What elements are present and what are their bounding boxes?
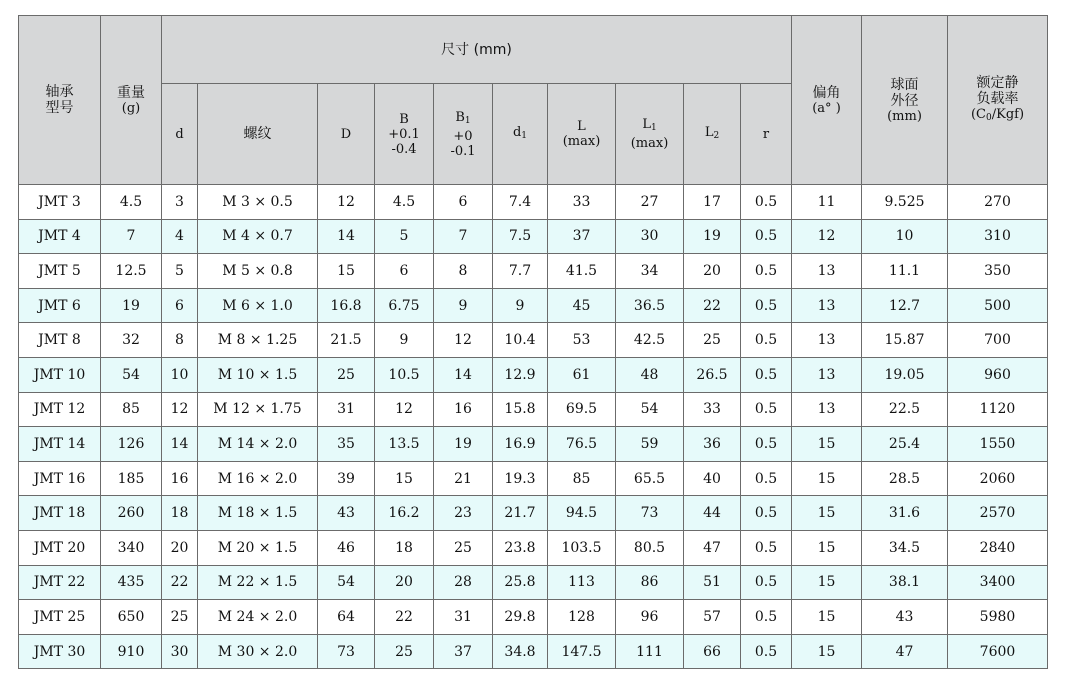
cell: 15 [792,634,862,669]
cell: 9 [493,288,548,323]
cell: 30 [616,219,684,254]
cell: 12 [318,185,375,220]
table-row [19,634,1048,669]
header-D: D [318,84,375,185]
cell: 16 [434,392,493,427]
cell: 10 [862,219,948,254]
cell: 185 [101,461,162,496]
cell: 7.4 [493,185,548,220]
cell: 15.8 [493,392,548,427]
cell: 32 [101,323,162,358]
table-row [19,185,1048,220]
header-ball-diameter: 球面 外径 (mm) [862,16,948,185]
cell: 12 [434,323,493,358]
cell: 0.5 [741,254,792,289]
cell: 500 [948,288,1048,323]
cell: 12.9 [493,357,548,392]
table-row [19,288,1048,323]
cell: 85 [101,392,162,427]
cell: 35 [318,427,375,462]
cell: JMT 25 [19,600,101,635]
cell: 4.5 [101,185,162,220]
cell: 43 [862,600,948,635]
cell: 0.5 [741,185,792,220]
cell: 21.5 [318,323,375,358]
cell: M 12 × 1.75 [198,392,318,427]
cell: 16.8 [318,288,375,323]
cell: 0.5 [741,219,792,254]
cell: 13 [792,288,862,323]
cell: 43 [318,496,375,531]
cell: 12.5 [101,254,162,289]
cell: 33 [684,392,741,427]
cell: 22 [375,600,434,635]
header-model: 轴承 型号 [19,16,101,185]
cell: JMT 10 [19,357,101,392]
cell: 19 [101,288,162,323]
cell: 0.5 [741,634,792,669]
header-r: r [741,84,792,185]
cell: JMT 16 [19,461,101,496]
cell: 31 [318,392,375,427]
cell: JMT 30 [19,634,101,669]
cell: 7.7 [493,254,548,289]
cell: 0.5 [741,392,792,427]
cell: 38.1 [862,565,948,600]
cell: 14 [318,219,375,254]
cell: 340 [101,530,162,565]
cell: 10.4 [493,323,548,358]
cell: 650 [101,600,162,635]
header-angle: 偏角 (a° ) [792,16,862,185]
cell: M 24 × 2.0 [198,600,318,635]
cell: 54 [616,392,684,427]
table-row [19,530,1048,565]
cell: 5980 [948,600,1048,635]
cell: 57 [684,600,741,635]
cell: 80.5 [616,530,684,565]
cell: 34.8 [493,634,548,669]
cell: 7 [434,219,493,254]
cell: 18 [375,530,434,565]
cell: 4.5 [375,185,434,220]
cell: 15 [792,600,862,635]
cell: 47 [684,530,741,565]
cell: 12 [162,392,198,427]
table-row [19,461,1048,496]
cell: JMT 8 [19,323,101,358]
cell: M 22 × 1.5 [198,565,318,600]
table-row [19,392,1048,427]
table-row [19,496,1048,531]
cell: M 5 × 0.8 [198,254,318,289]
cell: 7 [101,219,162,254]
cell: 10 [162,357,198,392]
cell: 13 [792,392,862,427]
header-d1: $d_1$ [493,84,548,185]
cell: 42.5 [616,323,684,358]
cell: 14 [434,357,493,392]
cell: 29.8 [493,600,548,635]
cell: M 6 × 1.0 [198,288,318,323]
cell: 700 [948,323,1048,358]
cell: JMT 20 [19,530,101,565]
header-weight: 重量 (g) [101,16,162,185]
cell: 12.7 [862,288,948,323]
header-L: L (max) [548,84,616,185]
cell: 3400 [948,565,1048,600]
cell: 103.5 [548,530,616,565]
cell: 15 [792,427,862,462]
cell: 147.5 [548,634,616,669]
cell: 86 [616,565,684,600]
cell: 6.75 [375,288,434,323]
cell: 13 [792,323,862,358]
cell: 25 [434,530,493,565]
cell: 44 [684,496,741,531]
header-B: B +0.1 -0.4 [375,84,434,185]
cell: M 20 × 1.5 [198,530,318,565]
cell: 61 [548,357,616,392]
cell: 26.5 [684,357,741,392]
cell: 21 [434,461,493,496]
table-row [19,254,1048,289]
cell: 37 [548,219,616,254]
cell: 15 [318,254,375,289]
table-body [19,185,1048,669]
cell: 45 [548,288,616,323]
cell: 6 [434,185,493,220]
cell: 260 [101,496,162,531]
cell: 59 [616,427,684,462]
cell: 22.5 [862,392,948,427]
cell: 9 [434,288,493,323]
cell: 30 [162,634,198,669]
cell: 54 [101,357,162,392]
cell: 13 [792,254,862,289]
cell: 270 [948,185,1048,220]
cell: 25 [375,634,434,669]
cell: 66 [684,634,741,669]
cell: 350 [948,254,1048,289]
header-L1: $L_1$ (max) [616,84,684,185]
cell: 31 [434,600,493,635]
cell: 2840 [948,530,1048,565]
cell: 7600 [948,634,1048,669]
cell: 20 [684,254,741,289]
cell: 48 [616,357,684,392]
cell: 0.5 [741,357,792,392]
cell: M 10 × 1.5 [198,357,318,392]
cell: 41.5 [548,254,616,289]
cell: 25 [684,323,741,358]
cell: 5 [162,254,198,289]
cell: 23 [434,496,493,531]
cell: 65.5 [616,461,684,496]
cell: JMT 18 [19,496,101,531]
cell: 6 [162,288,198,323]
cell: 0.5 [741,323,792,358]
cell: 17 [684,185,741,220]
cell: 0.5 [741,427,792,462]
cell: 69.5 [548,392,616,427]
cell: M 3 × 0.5 [198,185,318,220]
cell: 53 [548,323,616,358]
header-B1: $B_1$ +0 -0.1 [434,84,493,185]
cell: 8 [162,323,198,358]
spec-table-container [18,15,1048,669]
cell: M 18 × 1.5 [198,496,318,531]
cell: 28 [434,565,493,600]
cell: 36.5 [616,288,684,323]
cell: 19 [434,427,493,462]
cell: 23.8 [493,530,548,565]
cell: 910 [101,634,162,669]
cell: M 8 × 1.25 [198,323,318,358]
cell: 7.5 [493,219,548,254]
cell: 46 [318,530,375,565]
cell: 2570 [948,496,1048,531]
cell: 47 [862,634,948,669]
cell: 14 [162,427,198,462]
cell: 11.1 [862,254,948,289]
header-thread: 螺纹 [198,84,318,185]
cell: 3 [162,185,198,220]
cell: 25.4 [862,427,948,462]
cell: 960 [948,357,1048,392]
cell: 16 [162,461,198,496]
cell: 15 [792,530,862,565]
cell: 111 [616,634,684,669]
table-row [19,600,1048,635]
cell: 0.5 [741,565,792,600]
header-static-load: 额定静 负载率 $(C_0/Kgf)$ [948,16,1048,185]
cell: 37 [434,634,493,669]
header-dimensions: 尺寸 (mm) [162,16,792,84]
cell: 54 [318,565,375,600]
cell: 12 [792,219,862,254]
cell: 94.5 [548,496,616,531]
cell: 85 [548,461,616,496]
cell: 16.9 [493,427,548,462]
cell: 25.8 [493,565,548,600]
table-row [19,427,1048,462]
table-header [19,16,1048,185]
cell: 0.5 [741,496,792,531]
bearing-spec-table [18,15,1048,669]
cell: 96 [616,600,684,635]
cell: 15 [792,496,862,531]
cell: 20 [375,565,434,600]
cell: JMT 22 [19,565,101,600]
cell: 27 [616,185,684,220]
cell: 73 [318,634,375,669]
cell: 6 [375,254,434,289]
cell: 1120 [948,392,1048,427]
cell: JMT 4 [19,219,101,254]
table-row [19,565,1048,600]
cell: M 16 × 2.0 [198,461,318,496]
cell: 128 [548,600,616,635]
cell: 0.5 [741,461,792,496]
cell: JMT 6 [19,288,101,323]
cell: 0.5 [741,600,792,635]
cell: M 14 × 2.0 [198,427,318,462]
cell: 28.5 [862,461,948,496]
cell: 11 [792,185,862,220]
cell: 13.5 [375,427,434,462]
cell: 5 [375,219,434,254]
header-d: d [162,84,198,185]
cell: 435 [101,565,162,600]
cell: 22 [684,288,741,323]
cell: 40 [684,461,741,496]
header-L2: $L_2$ [684,84,741,185]
cell: 73 [616,496,684,531]
cell: 15 [375,461,434,496]
cell: 18 [162,496,198,531]
cell: 25 [162,600,198,635]
cell: 1550 [948,427,1048,462]
cell: 19 [684,219,741,254]
cell: 15.87 [862,323,948,358]
cell: 76.5 [548,427,616,462]
cell: 19.05 [862,357,948,392]
cell: 21.7 [493,496,548,531]
cell: 10.5 [375,357,434,392]
cell: 15 [792,461,862,496]
cell: 19.3 [493,461,548,496]
cell: 0.5 [741,288,792,323]
cell: 113 [548,565,616,600]
cell: 64 [318,600,375,635]
cell: 39 [318,461,375,496]
cell: M 30 × 2.0 [198,634,318,669]
cell: 12 [375,392,434,427]
cell: 51 [684,565,741,600]
cell: JMT 12 [19,392,101,427]
table-row [19,357,1048,392]
cell: 8 [434,254,493,289]
cell: 2060 [948,461,1048,496]
table-row [19,323,1048,358]
cell: JMT 5 [19,254,101,289]
cell: 4 [162,219,198,254]
cell: 25 [318,357,375,392]
cell: 33 [548,185,616,220]
cell: 20 [162,530,198,565]
cell: 13 [792,357,862,392]
cell: 310 [948,219,1048,254]
cell: 9.525 [862,185,948,220]
table-row [19,219,1048,254]
cell: JMT 14 [19,427,101,462]
cell: 31.6 [862,496,948,531]
cell: 16.2 [375,496,434,531]
cell: 15 [792,565,862,600]
cell: JMT 3 [19,185,101,220]
cell: 9 [375,323,434,358]
cell: 34 [616,254,684,289]
cell: 22 [162,565,198,600]
cell: M 4 × 0.7 [198,219,318,254]
cell: 36 [684,427,741,462]
cell: 126 [101,427,162,462]
cell: 34.5 [862,530,948,565]
cell: 0.5 [741,530,792,565]
